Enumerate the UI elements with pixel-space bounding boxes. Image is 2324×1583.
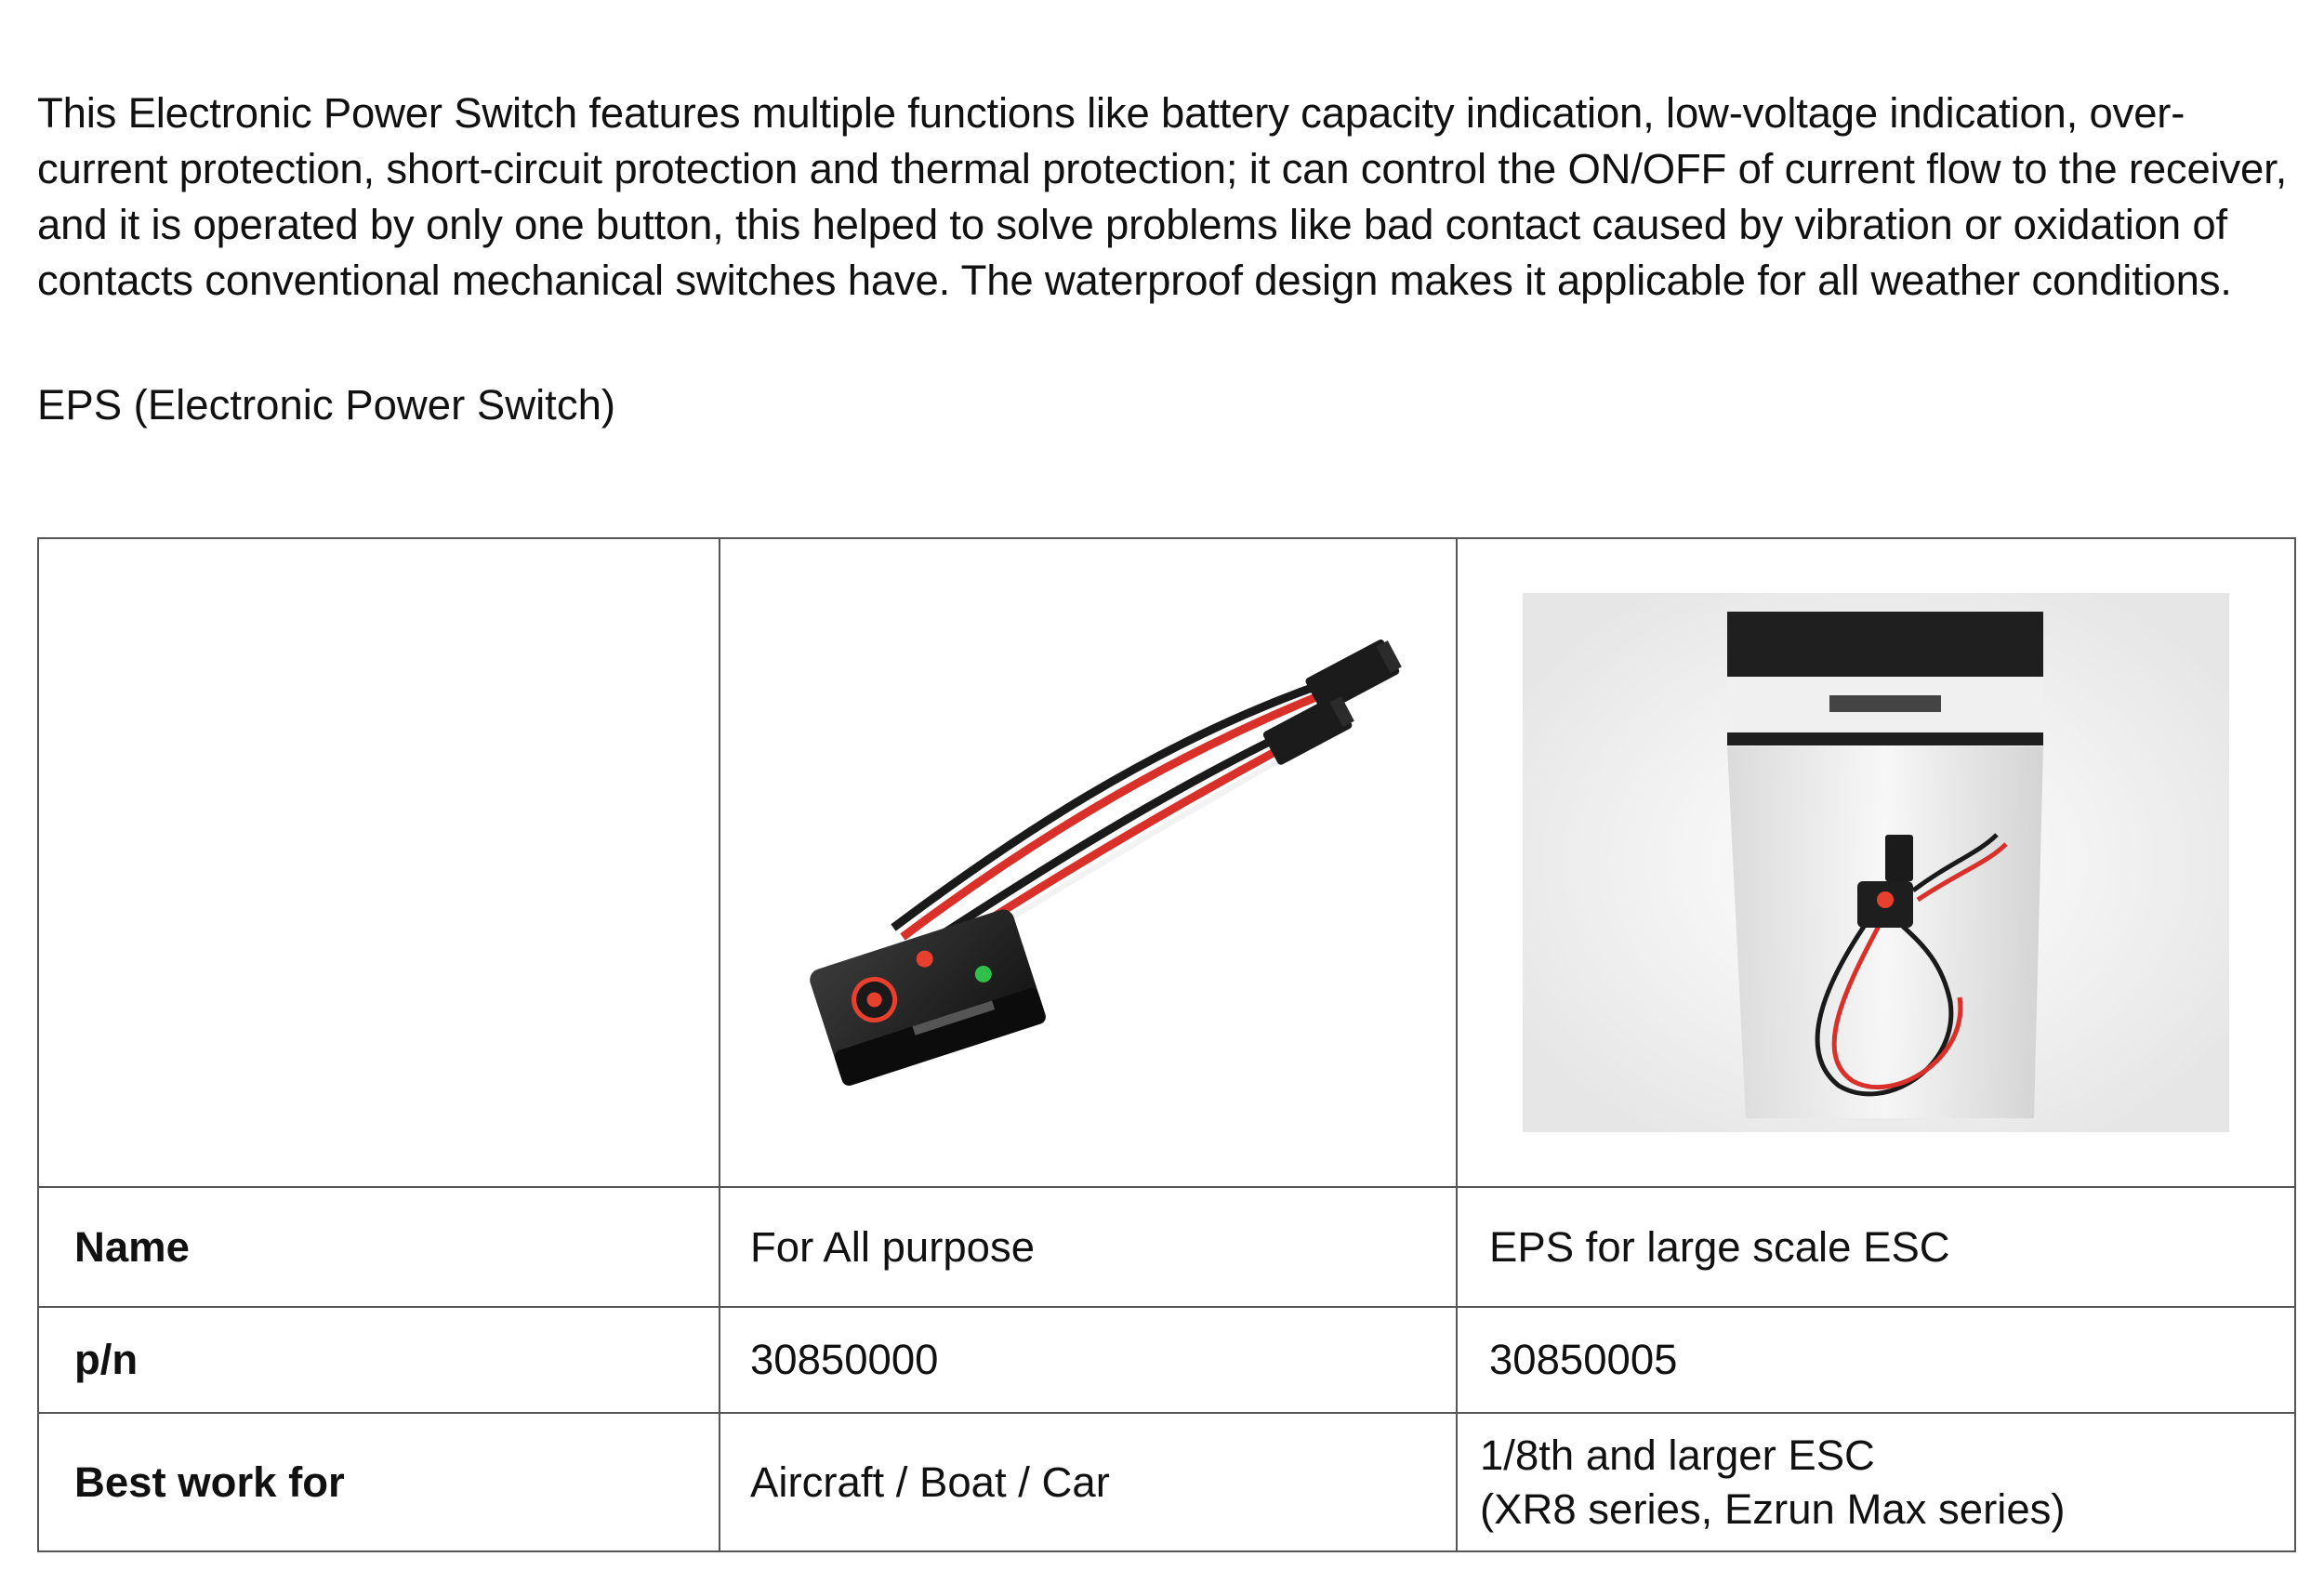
section-subtitle: EPS (Electronic Power Switch) [37, 381, 616, 429]
best-value-product-b-line1: 1/8th and larger ESC [1480, 1431, 1875, 1479]
best-value-product-a: Aircraft / Boat / Car [720, 1413, 1457, 1551]
name-value-product-b: EPS for large scale ESC [1457, 1187, 2295, 1307]
table-row-images [38, 538, 2295, 1187]
product-b-image-cell [1457, 538, 2295, 1187]
intro-paragraph: This Electronic Power Switch features multiple functions like battery capacity indication, low-voltage indication, over-current protection, short-circuit protection and thermal protection; it can control the ON/OFF of current flow to the receiver, and it is operated by only one button, this helped to solve problems like bad contact caused by vibration or oxidation of contacts conventional mechanical switches have. The waterproof design makes it applicable for all weather conditions. [37, 89, 2288, 304]
table-row-pn [38, 1307, 2295, 1413]
row-label-name: Name [38, 1187, 720, 1307]
eps-switch-photo [763, 584, 1414, 1141]
best-value-product-b [1457, 1413, 2295, 1551]
best-value-product-b-line2: (XR8 series, Ezrun Max series) [1480, 1484, 2066, 1533]
name-value-product-a: For All purpose [720, 1187, 1457, 1307]
pn-value-product-b: 30850005 [1457, 1307, 2295, 1413]
pn-value-product-a: 30850000 [720, 1307, 1457, 1413]
row-label-pn: p/n [38, 1307, 720, 1413]
table-row-best-work-for [38, 1413, 2295, 1551]
row-label-best-work-for: Best work for [38, 1413, 720, 1551]
table-row-name [38, 1187, 2295, 1307]
product-a-image-cell [720, 538, 1457, 1187]
eps-packaged-photo [1476, 584, 2276, 1141]
empty-header-cell [38, 538, 720, 1187]
spec-table [37, 537, 2296, 1552]
